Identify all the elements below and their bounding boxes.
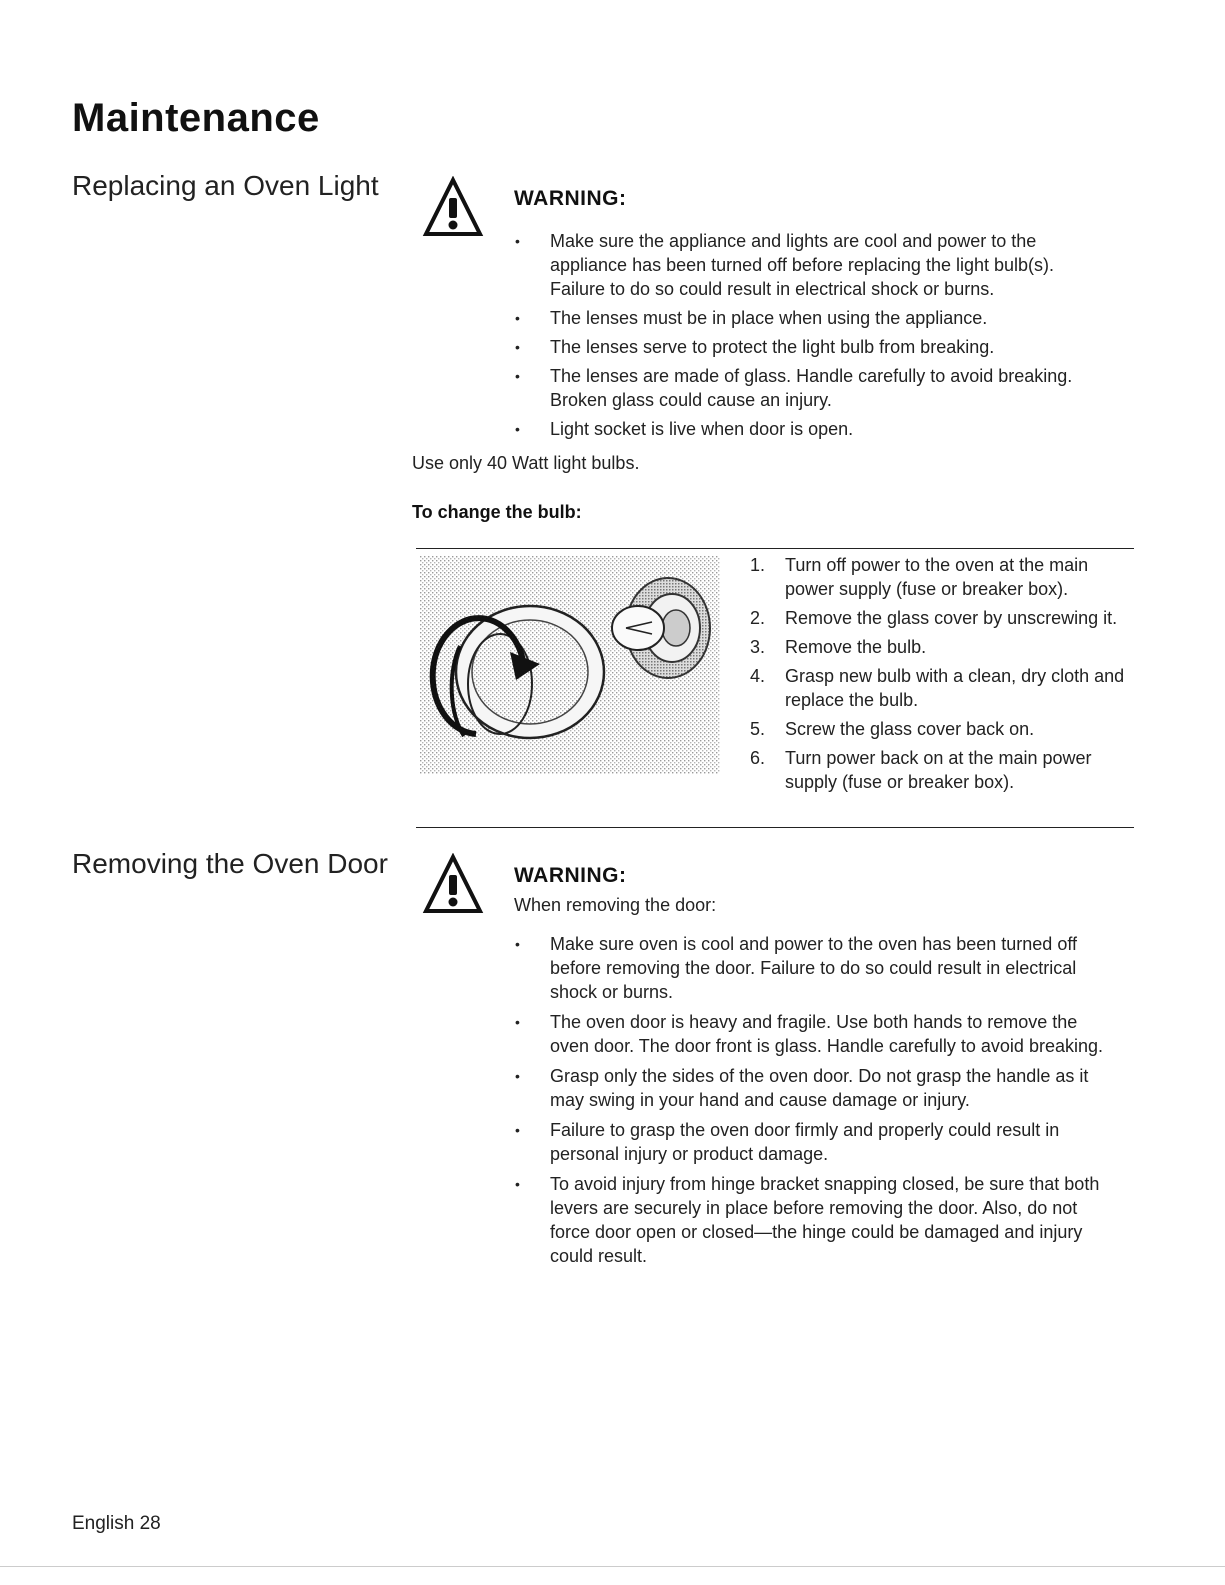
step-item	[750, 606, 1130, 630]
step-text: Turn off power to the oven at the main power supply (fuse or breaker box).	[785, 555, 1089, 599]
divider	[416, 548, 1134, 549]
step-item	[750, 717, 1130, 741]
step-number: 2.	[750, 608, 766, 628]
step-text: Turn power back on at the main power supply (fuse or breaker box).	[785, 748, 1092, 792]
section-title-oven-door: Removing the Oven Door	[72, 848, 388, 879]
steps-list	[750, 553, 1130, 794]
step-text: Screw the glass cover back on.	[785, 719, 1035, 739]
step-number: 6.	[750, 748, 766, 768]
step-number: 5.	[750, 719, 766, 739]
warning-item: • Make sure oven is cool and power to the oven has been turned off before removing the door. Failure to do so could result in electrical shock or burns.	[514, 932, 1114, 1004]
step-number: 1.	[750, 555, 766, 575]
warning-list	[514, 932, 1114, 1268]
warning-triangle-icon	[422, 176, 484, 238]
step-text: Grasp new bulb with a clean, dry cloth and replace the bulb.	[785, 666, 1125, 710]
warning-label: WARNING:	[514, 864, 627, 887]
divider	[0, 1566, 1225, 1567]
warning-intro: When removing the door:	[514, 895, 717, 915]
divider	[416, 827, 1134, 828]
warning-item: • Make sure the appliance and lights are cool and power to the appliance has been turned off before replacing the light bulb(s). Failure to do so could result in electrical shock or burns.	[514, 229, 1114, 301]
step-text: Remove the glass cover by unscrewing it.	[785, 608, 1118, 628]
wattage-note: Use only 40 Watt light bulbs.	[412, 453, 640, 473]
page-title: Maintenance	[72, 96, 320, 140]
page-number: English 28	[72, 1513, 161, 1534]
step-number: 3.	[750, 637, 766, 657]
warning-item: • Failure to grasp the oven door firmly and properly could result in personal injury or product damage.	[514, 1118, 1114, 1166]
oven-light-bulb-illustration	[420, 556, 720, 774]
warning-item: • Grasp only the sides of the oven door. Do not grasp the handle as it may swing in your hand and cause damage or injury.	[514, 1064, 1114, 1112]
section-title-oven-light: Replacing an Oven Light	[72, 170, 379, 201]
step-item	[750, 664, 1130, 712]
step-item	[750, 746, 1130, 794]
warning-label: WARNING:	[514, 187, 627, 210]
steps-heading: To change the bulb:	[412, 502, 582, 522]
warning-list	[514, 229, 1114, 441]
step-item	[750, 635, 1130, 659]
warning-item: • The lenses are made of glass. Handle carefully to avoid breaking. Broken glass could cause an injury.	[514, 364, 1114, 412]
step-item	[750, 553, 1130, 601]
warning-item: • To avoid injury from hinge bracket snapping closed, be sure that both levers are securely in place before removing the door. Also, do not force door open or closed—the hinge could be damaged and injury could result.	[514, 1172, 1114, 1268]
step-number: 4.	[750, 666, 766, 686]
warning-triangle-icon	[422, 853, 484, 915]
warning-item: • The lenses must be in place when using the appliance.	[514, 306, 1114, 330]
warning-item: • Light socket is live when door is open.	[514, 417, 1114, 441]
warning-item: • The oven door is heavy and fragile. Use both hands to remove the oven door. The door front is glass. Handle carefully to avoid breaking.	[514, 1010, 1114, 1058]
warning-item: • The lenses serve to protect the light bulb from breaking.	[514, 335, 1114, 359]
step-text: Remove the bulb.	[785, 637, 927, 657]
